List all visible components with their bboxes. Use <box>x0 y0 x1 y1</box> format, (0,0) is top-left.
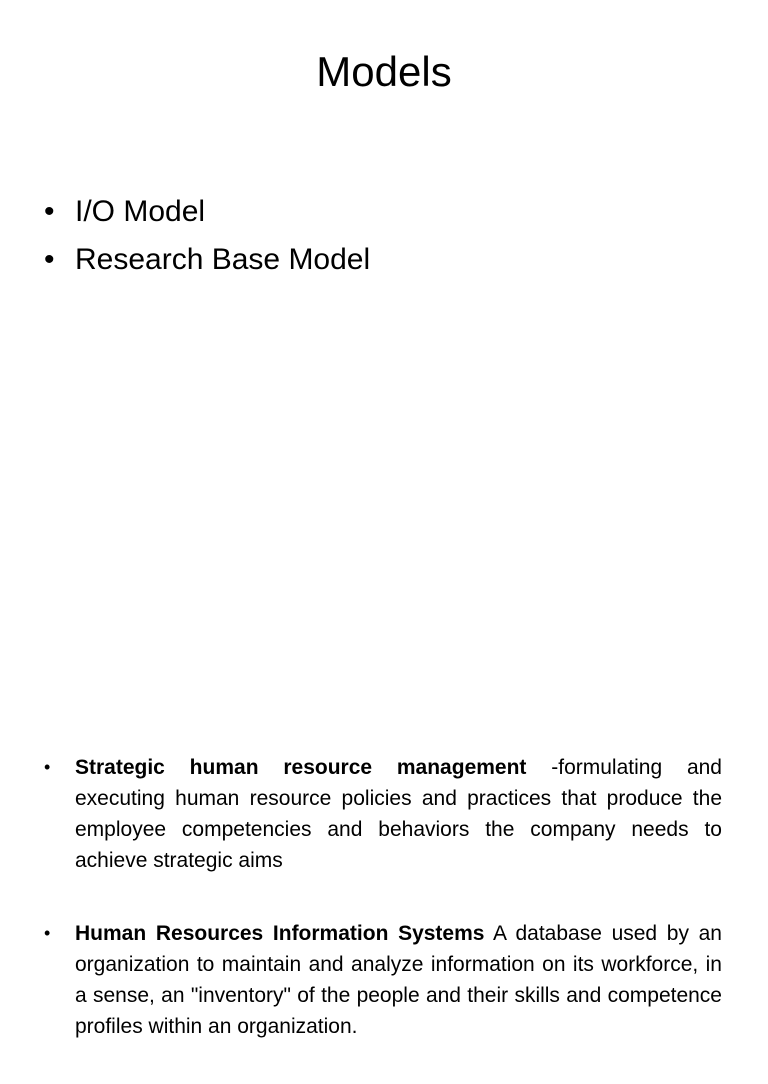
definitions-list <box>44 752 722 1084</box>
bullet-icon: • <box>44 757 51 777</box>
definition-text: A database used by an organization to maintain and analyze information on its workforce, in a sense, an "inventory" of the people and their skills and competence profiles within an organization. <box>75 922 722 1038</box>
definition-term: Strategic human resource management <box>75 756 527 779</box>
list-item-text: I/O Model <box>75 195 206 228</box>
bullet-icon: • <box>44 923 51 943</box>
models-bullet-list <box>44 188 724 284</box>
list-item <box>44 188 724 236</box>
list-item-text: Research Base Model <box>75 243 371 276</box>
bullet-icon: • <box>44 195 55 228</box>
definition-term: Human Resources Information Systems <box>75 922 485 945</box>
definition-text: -formulating and executing human resource policies and practices that produce the employee competencies and behaviors the company needs to achieve strategic aims <box>75 756 722 872</box>
definition-item <box>44 752 722 876</box>
slide-title: Models <box>316 48 452 95</box>
slide-definitions <box>0 740 768 1038</box>
bullet-icon: • <box>44 243 55 276</box>
list-item <box>44 236 724 284</box>
definition-item <box>44 918 722 1042</box>
